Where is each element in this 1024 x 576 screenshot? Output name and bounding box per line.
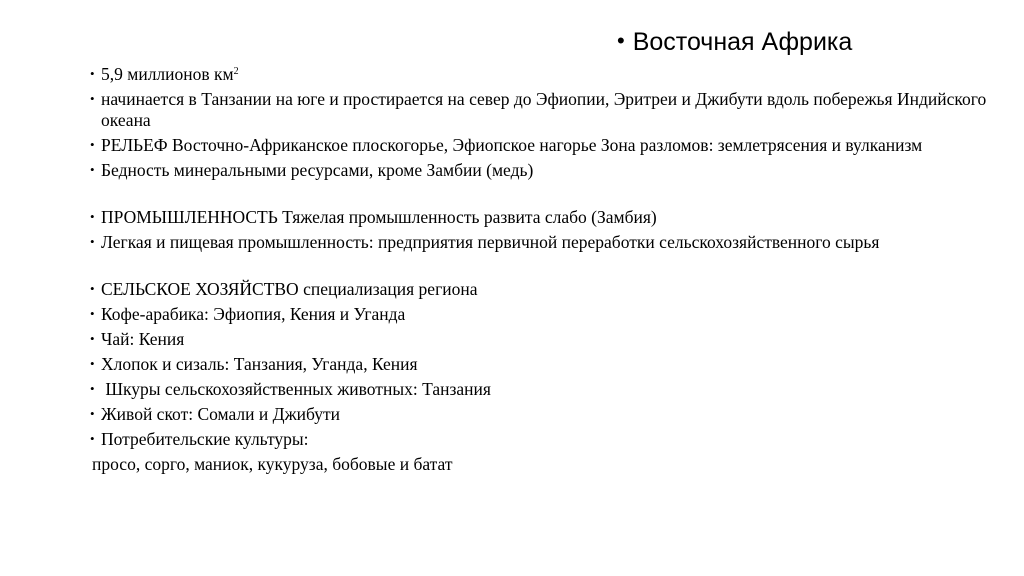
spacer	[90, 185, 990, 207]
list-item-text: Чай: Кения	[101, 329, 185, 349]
list-item	[90, 354, 990, 375]
spacer	[90, 257, 990, 279]
crops-line: просо, сорго, маниок, кукуруза, бобовые и батат	[92, 454, 453, 474]
bullet-dot: •	[90, 356, 95, 371]
bullet-dot: •	[90, 137, 95, 152]
list-item-text: РЕЛЬЕФ Восточно-Африканское плоскогорье, Эфиопское нагорье Зона разломов: землетрясения и вулканизм	[101, 135, 923, 155]
bullet-dot: •	[90, 381, 95, 396]
list-item	[90, 279, 990, 300]
list-item-text: Кофе-арабика: Эфиопия, Кения и Уганда	[101, 304, 406, 324]
bullet-dot: •	[90, 431, 95, 446]
list-item	[90, 207, 990, 228]
list-item-text: СЕЛЬСКОЕ ХОЗЯЙСТВО специализация региона	[101, 279, 478, 299]
list-item	[90, 89, 990, 131]
bullet-dot: •	[90, 281, 95, 296]
bullet-dot: •	[90, 306, 95, 321]
slide-title-text: Восточная Африка	[632, 28, 853, 56]
bullet-dot: •	[90, 209, 95, 224]
list-item	[90, 160, 990, 181]
list-item-text: Потребительские культуры:	[101, 429, 309, 449]
slide-title	[617, 24, 852, 61]
bullet-dot: •	[90, 406, 95, 421]
list-item-text: Шкуры сельскохозяйственных животных: Танзания	[101, 379, 491, 399]
list-item	[90, 232, 990, 253]
list-item	[90, 429, 990, 450]
area-superscript: 2	[233, 66, 239, 77]
list-item-text: Легкая и пищевая промышленность: предприятия первичной переработки сельскохозяйственного сырья	[101, 232, 880, 252]
list-item	[90, 404, 990, 425]
list-item-text: начинается в Танзании на юге и простирается на север до Эфиопии, Эритреи и Джибути вдоль побережья Индийского океана	[101, 89, 987, 130]
bullet-dot: •	[90, 91, 95, 106]
list-item	[90, 379, 990, 400]
bullet-list	[90, 64, 990, 475]
list-item	[90, 64, 990, 85]
list-item-text: ПРОМЫШЛЕННОСТЬ Тяжелая промышленность развита слабо (Замбия)	[101, 207, 657, 227]
list-item-text: Живой скот: Сомали и Джибути	[101, 404, 341, 424]
title-bullet: •	[617, 28, 625, 53]
list-item-text: Хлопок и сизаль: Танзания, Уганда, Кения	[101, 354, 418, 374]
list-item	[90, 329, 990, 350]
list-item	[90, 135, 990, 156]
list-item	[90, 304, 990, 325]
bullet-dot: •	[90, 234, 95, 249]
bullet-dot: •	[90, 162, 95, 177]
bullet-dot: •	[90, 66, 95, 81]
list-item-text: Бедность минеральными ресурсами, кроме Замбии (медь)	[101, 160, 534, 180]
area-text: 5,9 миллионов км	[101, 64, 234, 84]
bullet-dot: •	[90, 331, 95, 346]
